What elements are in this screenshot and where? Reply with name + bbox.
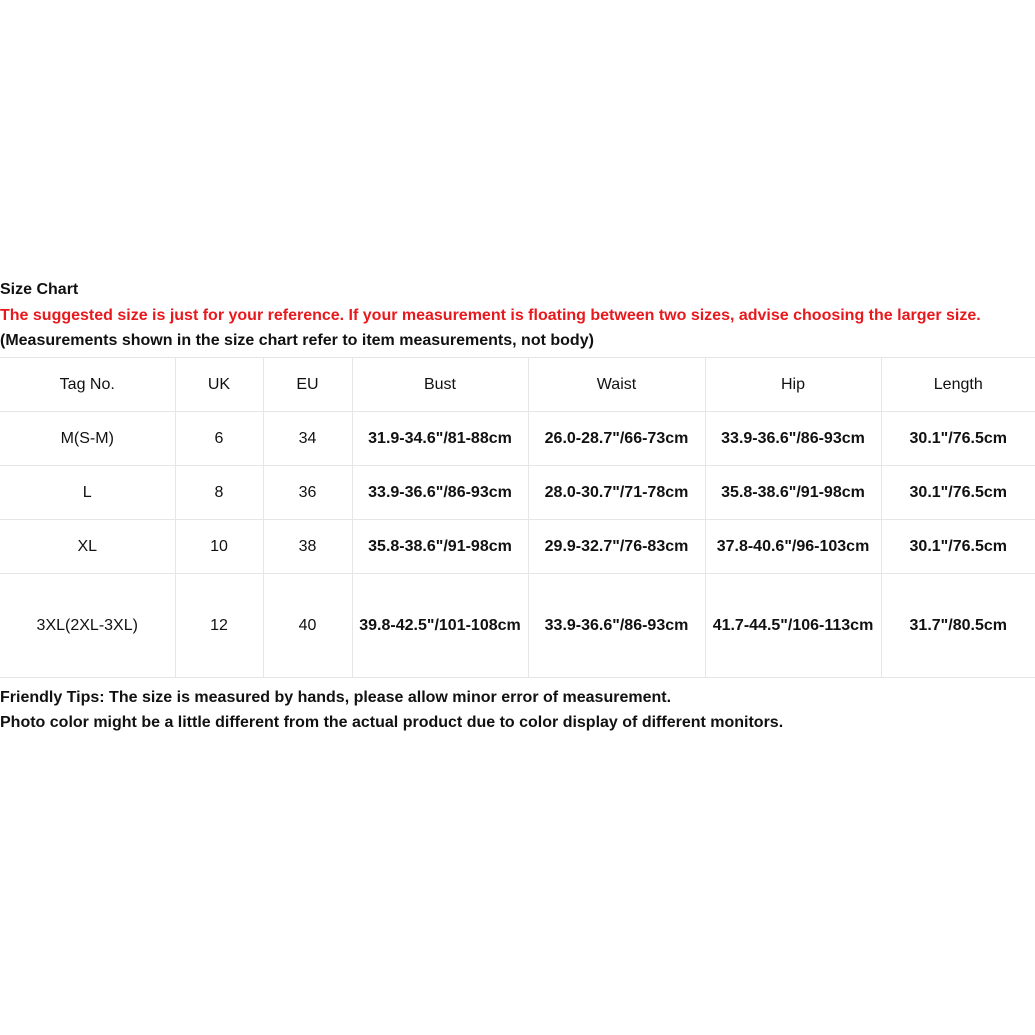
- cell-uk: 8: [175, 466, 263, 520]
- cell-waist: 26.0-28.7"/66-73cm: [528, 412, 705, 466]
- color-disclaimer: Photo color might be a little different from the actual product due to color display of different monitors.: [0, 714, 784, 731]
- cell-tag-no: XL: [0, 520, 175, 574]
- size-table: [0, 357, 1035, 678]
- cell-uk: 12: [175, 574, 263, 678]
- cell-hip: 35.8-38.6"/91-98cm: [705, 466, 881, 520]
- cell-waist: 33.9-36.6"/86-93cm: [528, 574, 705, 678]
- header-eu: EU: [263, 358, 352, 412]
- cell-length: 31.7"/80.5cm: [881, 574, 1035, 678]
- cell-hip: 33.9-36.6"/86-93cm: [705, 412, 881, 466]
- cell-eu: 38: [263, 520, 352, 574]
- friendly-tip: Friendly Tips: The size is measured by hands, please allow minor error of measurement.: [0, 689, 672, 706]
- measurement-note: (Measurements shown in the size chart refer to item measurements, not body): [0, 332, 594, 349]
- cell-bust: 31.9-34.6"/81-88cm: [352, 412, 528, 466]
- reference-note: The suggested size is just for your reference. If your measurement is floating between two sizes, advise choosing the larger size.: [0, 307, 981, 324]
- cell-eu: 36: [263, 466, 352, 520]
- table-row: [0, 412, 1035, 466]
- cell-eu: 34: [263, 412, 352, 466]
- cell-length: 30.1"/76.5cm: [881, 412, 1035, 466]
- header-tag-no: Tag No.: [0, 358, 175, 412]
- cell-bust: 35.8-38.6"/91-98cm: [352, 520, 528, 574]
- header-hip: Hip: [705, 358, 881, 412]
- cell-uk: 10: [175, 520, 263, 574]
- cell-uk: 6: [175, 412, 263, 466]
- table-row: [0, 574, 1035, 678]
- header-bust: Bust: [352, 358, 528, 412]
- header-uk: UK: [175, 358, 263, 412]
- cell-length: 30.1"/76.5cm: [881, 520, 1035, 574]
- cell-hip: 41.7-44.5"/106-113cm: [705, 574, 881, 678]
- cell-bust: 39.8-42.5"/101-108cm: [352, 574, 528, 678]
- table-header-row: [0, 358, 1035, 412]
- table-row: [0, 520, 1035, 574]
- cell-tag-no: 3XL(2XL-3XL): [0, 574, 175, 678]
- cell-tag-no: M(S-M): [0, 412, 175, 466]
- cell-length: 30.1"/76.5cm: [881, 466, 1035, 520]
- cell-bust: 33.9-36.6"/86-93cm: [352, 466, 528, 520]
- header-length: Length: [881, 358, 1035, 412]
- size-chart-title: Size Chart: [0, 281, 79, 298]
- header-waist: Waist: [528, 358, 705, 412]
- cell-tag-no: L: [0, 466, 175, 520]
- cell-hip: 37.8-40.6"/96-103cm: [705, 520, 881, 574]
- cell-waist: 29.9-32.7"/76-83cm: [528, 520, 705, 574]
- cell-eu: 40: [263, 574, 352, 678]
- table-row: [0, 466, 1035, 520]
- cell-waist: 28.0-30.7"/71-78cm: [528, 466, 705, 520]
